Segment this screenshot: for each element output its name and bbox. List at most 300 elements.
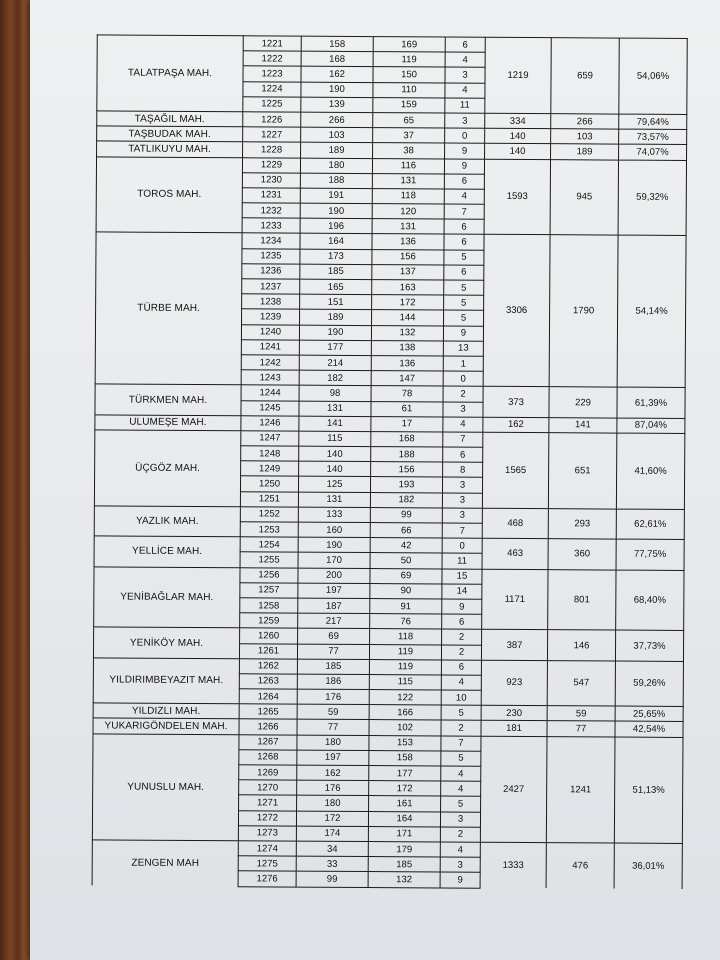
vote-count-b: 172 — [369, 781, 441, 797]
vote-count-c: 7 — [444, 204, 484, 219]
vote-count-a: 168 — [301, 51, 373, 67]
neighborhood-name: YENİKÖY MAH. — [93, 627, 239, 658]
neighborhood-total: 1219 — [485, 37, 551, 113]
vote-count-a: 162 — [301, 67, 373, 83]
ballot-box-row — [92, 840, 682, 859]
vote-count-c: 5 — [441, 751, 481, 766]
neighborhood-count: 547 — [547, 660, 615, 706]
vote-count-a: 160 — [298, 522, 370, 538]
neighborhood-count: 801 — [548, 569, 616, 630]
ballot-box-number: 1264 — [239, 689, 297, 705]
neighborhood-total: 334 — [485, 113, 551, 129]
vote-count-b: 78 — [371, 386, 443, 402]
neighborhood-name: TATLIKUYU MAH. — [97, 141, 243, 157]
vote-count-a: 115 — [299, 431, 371, 447]
vote-count-a: 180 — [297, 795, 369, 811]
vote-count-a: 99 — [296, 871, 368, 887]
vote-count-b: 110 — [373, 82, 445, 98]
neighborhood-count: 103 — [551, 129, 619, 145]
vote-count-c: 4 — [445, 52, 485, 67]
neighborhood-percentage: 61,39% — [617, 387, 685, 418]
neighborhood-name: YAZLIK MAH. — [94, 506, 240, 537]
vote-count-c: 9 — [442, 599, 482, 614]
vote-count-c: 2 — [441, 644, 481, 659]
vote-count-a: 197 — [297, 750, 369, 766]
ballot-box-number: 1243 — [241, 370, 299, 386]
vote-count-a: 176 — [297, 780, 369, 796]
ballot-box-number: 1229 — [242, 157, 300, 173]
neighborhood-total: 387 — [481, 630, 547, 661]
vote-count-c: 15 — [442, 569, 482, 584]
ballot-box-number: 1248 — [241, 446, 299, 462]
ballot-box-number: 1276 — [238, 871, 296, 887]
neighborhood-total: 140 — [485, 128, 551, 144]
ballot-box-number: 1261 — [239, 643, 297, 659]
vote-count-b: 171 — [368, 826, 440, 842]
vote-count-b: 50 — [370, 553, 442, 569]
ballot-box-number: 1271 — [239, 795, 297, 811]
vote-count-c: 5 — [444, 310, 484, 325]
vote-count-c: 7 — [443, 432, 483, 447]
ballot-box-row — [93, 733, 683, 752]
neighborhood-name: YILDIRIMBEYAZIT MAH. — [93, 658, 239, 704]
vote-count-c: 5 — [444, 295, 484, 310]
ballot-box-number: 1227 — [243, 127, 301, 143]
vote-count-c: 13 — [443, 341, 483, 356]
neighborhood-percentage: 68,40% — [616, 570, 684, 631]
neighborhood-total: 1333 — [480, 842, 546, 888]
neighborhood-count: 360 — [548, 539, 616, 570]
ballot-box-number: 1259 — [240, 613, 298, 629]
printed-paper-sheet — [30, 0, 720, 960]
vote-count-b: 99 — [370, 507, 442, 523]
vote-count-c: 4 — [443, 417, 483, 432]
neighborhood-name: YELLİCE MAH. — [94, 536, 240, 567]
neighborhood-name: YUKARIGÖNDELEN MAH. — [93, 718, 239, 734]
ballot-box-number: 1258 — [240, 598, 298, 614]
vote-count-c: 4 — [441, 766, 481, 781]
vote-count-c: 4 — [444, 189, 484, 204]
ballot-box-number: 1266 — [239, 719, 297, 735]
vote-count-a: 185 — [300, 264, 372, 280]
neighborhood-name: TAŞBUDAK MAH. — [97, 126, 243, 142]
ballot-box-number: 1253 — [240, 522, 298, 538]
ballot-box-number: 1257 — [240, 583, 298, 599]
ballot-box-row — [94, 566, 684, 585]
vote-count-c: 6 — [444, 265, 484, 280]
neighborhood-name: YENİBAĞLAR MAH. — [94, 566, 240, 628]
vote-count-c: 3 — [440, 812, 480, 827]
ballot-box-number: 1255 — [240, 552, 298, 568]
vote-count-b: 120 — [372, 204, 444, 220]
vote-count-a: 186 — [297, 674, 369, 690]
neighborhood-percentage: 51,13% — [614, 737, 683, 844]
vote-count-c: 3 — [443, 402, 483, 417]
neighborhood-count: 945 — [550, 159, 618, 235]
ballot-box-number: 1273 — [238, 826, 296, 842]
vote-count-a: 158 — [301, 36, 373, 52]
vote-count-b: 147 — [371, 371, 443, 387]
vote-count-a: 131 — [298, 492, 370, 508]
vote-count-b: 119 — [369, 644, 441, 660]
ballot-box-number: 1269 — [239, 765, 297, 781]
ballot-box-row — [96, 232, 686, 251]
vote-count-c: 5 — [441, 796, 481, 811]
vote-count-a: 214 — [299, 355, 371, 371]
vote-count-b: 179 — [368, 841, 440, 857]
ballot-box-number: 1249 — [241, 461, 299, 477]
ballot-box-number: 1233 — [242, 218, 300, 234]
vote-count-c: 2 — [441, 720, 481, 735]
ballot-box-number: 1250 — [240, 476, 298, 492]
ballot-box-number: 1234 — [242, 233, 300, 249]
vote-count-b: 132 — [371, 325, 443, 341]
vote-count-b: 161 — [369, 796, 441, 812]
neighborhood-total: 3306 — [483, 235, 550, 387]
vote-count-a: 266 — [301, 112, 373, 128]
election-results-table — [92, 34, 688, 889]
ballot-box-number: 1221 — [243, 36, 301, 52]
neighborhood-count: 293 — [548, 508, 616, 539]
vote-count-a: 180 — [300, 158, 372, 174]
vote-count-a: 190 — [299, 325, 371, 341]
vote-count-a: 200 — [298, 568, 370, 584]
neighborhood-total: 923 — [481, 660, 547, 706]
ballot-box-number: 1252 — [240, 507, 298, 523]
sheet-content — [30, 0, 720, 960]
vote-count-c: 2 — [443, 386, 483, 401]
vote-count-b: 122 — [369, 690, 441, 706]
neighborhood-count: 77 — [547, 721, 615, 737]
vote-count-a: 77 — [297, 644, 369, 660]
neighborhood-total: 162 — [483, 417, 549, 433]
ballot-box-number: 1275 — [238, 856, 296, 872]
ballot-box-number: 1231 — [242, 188, 300, 204]
vote-count-c: 6 — [444, 234, 484, 249]
neighborhood-name: ZENGEN MAH — [92, 840, 238, 886]
vote-count-b: 116 — [372, 158, 444, 174]
vote-count-a: 140 — [299, 446, 371, 462]
neighborhood-percentage: 54,14% — [617, 236, 686, 388]
ballot-box-row — [94, 536, 684, 555]
vote-count-a: 189 — [301, 142, 373, 158]
ballot-box-number: 1241 — [241, 340, 299, 356]
ballot-box-number: 1238 — [242, 294, 300, 310]
ballot-box-number: 1260 — [240, 628, 298, 644]
vote-count-c: 4 — [440, 842, 480, 857]
vote-count-b: 42 — [370, 538, 442, 554]
vote-count-c: 0 — [445, 128, 485, 143]
neighborhood-name: TALATPAŞA MAH. — [97, 35, 243, 112]
neighborhood-percentage: 41,60% — [616, 433, 684, 509]
vote-count-b: 37 — [373, 128, 445, 144]
vote-count-a: 131 — [299, 401, 371, 417]
vote-count-a: 59 — [297, 704, 369, 720]
vote-count-c: 3 — [442, 493, 482, 508]
vote-count-b: 138 — [371, 340, 443, 356]
vote-count-b: 115 — [369, 674, 441, 690]
neighborhood-count: 141 — [549, 417, 617, 433]
vote-count-c: 5 — [441, 705, 481, 720]
ballot-box-number: 1222 — [243, 51, 301, 67]
ballot-box-number: 1237 — [242, 279, 300, 295]
ballot-box-number: 1236 — [242, 264, 300, 280]
vote-count-a: 190 — [298, 537, 370, 553]
vote-count-a: 77 — [297, 720, 369, 736]
neighborhood-percentage: 37,73% — [615, 630, 683, 661]
vote-count-a: 164 — [300, 234, 372, 250]
vote-count-a: 133 — [298, 507, 370, 523]
ballot-box-row — [94, 627, 684, 646]
vote-count-a: 98 — [299, 385, 371, 401]
neighborhood-percentage: 59,32% — [618, 160, 686, 236]
vote-count-b: 137 — [372, 264, 444, 280]
ballot-box-number: 1274 — [238, 841, 296, 857]
neighborhood-percentage: 77,75% — [616, 539, 684, 570]
neighborhood-total: 1593 — [484, 159, 550, 235]
neighborhood-percentage: 62,61% — [616, 509, 684, 540]
neighborhood-percentage: 36,01% — [614, 843, 682, 889]
vote-count-a: 139 — [301, 97, 373, 113]
vote-count-b: 136 — [371, 355, 443, 371]
neighborhood-percentage: 74,07% — [619, 144, 687, 160]
ballot-box-number: 1263 — [239, 674, 297, 690]
neighborhood-percentage: 54,06% — [619, 38, 687, 114]
vote-count-a: 180 — [297, 735, 369, 751]
vote-count-b: 38 — [373, 143, 445, 159]
neighborhood-count: 659 — [551, 38, 619, 114]
vote-count-c: 5 — [444, 280, 484, 295]
vote-count-c: 5 — [444, 250, 484, 265]
vote-count-c: 0 — [443, 371, 483, 386]
vote-count-b: 17 — [371, 416, 443, 432]
vote-count-b: 156 — [372, 249, 444, 265]
neighborhood-name: ULUMEŞE MAH. — [95, 415, 241, 431]
neighborhood-total: 463 — [482, 538, 548, 569]
vote-count-a: 172 — [296, 811, 368, 827]
neighborhood-total: 2427 — [480, 736, 547, 843]
vote-count-b: 182 — [370, 492, 442, 508]
ballot-box-number: 1226 — [243, 112, 301, 128]
vote-count-a: 189 — [300, 309, 372, 325]
vote-count-b: 163 — [372, 280, 444, 296]
ballot-box-number: 1223 — [243, 66, 301, 82]
vote-count-b: 102 — [369, 720, 441, 736]
vote-count-a: 162 — [297, 765, 369, 781]
vote-count-a: 34 — [296, 841, 368, 857]
ballot-box-number: 1247 — [241, 431, 299, 447]
vote-count-b: 65 — [373, 113, 445, 129]
neighborhood-name: TÜRKMEN MAH. — [95, 384, 241, 415]
ballot-box-number: 1240 — [241, 324, 299, 340]
vote-count-c: 14 — [442, 584, 482, 599]
vote-count-b: 166 — [369, 705, 441, 721]
vote-count-a: 197 — [298, 583, 370, 599]
vote-count-a: 165 — [300, 279, 372, 295]
vote-count-a: 177 — [299, 340, 371, 356]
vote-count-a: 191 — [300, 188, 372, 204]
neighborhood-name: ÜÇGÖZ MAH. — [94, 430, 240, 507]
vote-count-b: 159 — [373, 97, 445, 113]
vote-count-b: 168 — [371, 431, 443, 447]
vote-count-b: 169 — [373, 37, 445, 53]
vote-count-c: 8 — [443, 462, 483, 477]
ballot-box-number: 1245 — [241, 400, 299, 416]
neighborhood-percentage: 42,54% — [615, 721, 683, 737]
ballot-box-number: 1267 — [239, 734, 297, 750]
vote-count-b: 61 — [371, 401, 443, 417]
vote-count-b: 164 — [368, 811, 440, 827]
vote-count-c: 9 — [444, 159, 484, 174]
vote-count-b: 131 — [372, 219, 444, 235]
ballot-box-number: 1251 — [240, 491, 298, 507]
neighborhood-percentage: 25,65% — [615, 706, 683, 722]
ballot-box-number: 1265 — [239, 704, 297, 720]
vote-count-a: 125 — [298, 477, 370, 493]
ballot-box-number: 1235 — [242, 248, 300, 264]
vote-count-b: 136 — [372, 234, 444, 250]
ballot-box-row — [95, 384, 685, 403]
neighborhood-count: 146 — [547, 630, 615, 661]
vote-count-c: 6 — [445, 37, 485, 52]
vote-count-b: 118 — [372, 188, 444, 204]
vote-count-a: 176 — [297, 689, 369, 705]
neighborhood-name: YUNUSLU MAH. — [92, 733, 239, 840]
ballot-box-number: 1254 — [240, 537, 298, 553]
vote-count-c: 6 — [444, 174, 484, 189]
vote-count-c: 9 — [443, 326, 483, 341]
neighborhood-count: 476 — [546, 843, 614, 889]
neighborhood-name: TAŞAĞIL MAH. — [97, 111, 243, 127]
vote-count-b: 193 — [370, 477, 442, 493]
vote-count-a: 182 — [299, 370, 371, 386]
vote-count-b: 158 — [369, 750, 441, 766]
vote-count-c: 11 — [445, 98, 485, 113]
neighborhood-percentage: 59,26% — [615, 661, 683, 707]
vote-count-b: 76 — [370, 614, 442, 630]
neighborhood-count: 651 — [548, 433, 616, 509]
vote-count-c: 10 — [441, 690, 481, 705]
vote-count-b: 119 — [369, 659, 441, 675]
vote-count-b: 118 — [370, 629, 442, 645]
ballot-box-row — [95, 430, 685, 449]
vote-count-b: 90 — [370, 583, 442, 599]
ballot-box-row — [94, 506, 684, 525]
vote-count-c: 4 — [441, 675, 481, 690]
neighborhood-count: 266 — [551, 114, 619, 130]
ballot-box-number: 1225 — [243, 97, 301, 113]
vote-count-c: 0 — [442, 538, 482, 553]
vote-count-c: 4 — [445, 83, 485, 98]
vote-count-a: 190 — [301, 82, 373, 98]
vote-count-b: 185 — [368, 857, 440, 873]
vote-count-c: 3 — [445, 113, 485, 128]
ballot-box-number: 1262 — [239, 658, 297, 674]
ballot-box-number: 1242 — [241, 355, 299, 371]
vote-count-b: 172 — [372, 295, 444, 311]
ballot-box-row — [93, 658, 683, 677]
vote-count-c: 6 — [443, 447, 483, 462]
vote-count-c: 6 — [441, 660, 481, 675]
vote-count-a: 190 — [300, 203, 372, 219]
vote-count-b: 69 — [370, 568, 442, 584]
ballot-box-row — [96, 156, 686, 175]
vote-count-a: 33 — [296, 856, 368, 872]
vote-count-a: 103 — [301, 127, 373, 143]
vote-count-c: 2 — [442, 629, 482, 644]
ballot-box-number: 1232 — [242, 203, 300, 219]
vote-count-c: 3 — [440, 857, 480, 872]
neighborhood-total: 468 — [482, 508, 548, 539]
ballot-box-number: 1268 — [239, 750, 297, 766]
neighborhood-total: 1171 — [482, 569, 548, 630]
ballot-box-row — [97, 35, 687, 54]
vote-count-b: 150 — [373, 67, 445, 83]
ballot-box-number: 1246 — [241, 415, 299, 431]
neighborhood-name: TÜRBE MAH. — [95, 232, 242, 385]
vote-count-a: 188 — [300, 173, 372, 189]
vote-count-c: 9 — [445, 143, 485, 158]
vote-count-b: 119 — [373, 52, 445, 68]
vote-count-b: 132 — [368, 872, 440, 888]
vote-count-b: 66 — [370, 523, 442, 539]
vote-count-b: 144 — [372, 310, 444, 326]
neighborhood-count: 1241 — [546, 736, 615, 843]
neighborhood-count: 59 — [547, 706, 615, 722]
vote-count-c: 2 — [440, 827, 480, 842]
neighborhood-count: 229 — [549, 387, 617, 418]
vote-count-c: 1 — [443, 356, 483, 371]
vote-count-a: 151 — [300, 294, 372, 310]
vote-count-c: 11 — [442, 553, 482, 568]
ballot-box-number: 1256 — [240, 567, 298, 583]
vote-count-c: 4 — [441, 781, 481, 796]
neighborhood-total: 230 — [481, 705, 547, 721]
vote-count-c: 3 — [442, 477, 482, 492]
neighborhood-total: 373 — [483, 387, 549, 418]
vote-count-c: 7 — [441, 736, 481, 751]
vote-count-c: 6 — [444, 219, 484, 234]
ballot-box-number: 1230 — [242, 172, 300, 188]
vote-count-c: 9 — [440, 872, 480, 887]
vote-count-b: 131 — [372, 173, 444, 189]
vote-count-a: 141 — [299, 416, 371, 432]
vote-count-b: 177 — [369, 766, 441, 782]
vote-count-a: 196 — [300, 218, 372, 234]
vote-count-a: 174 — [296, 826, 368, 842]
neighborhood-percentage: 87,04% — [617, 418, 685, 434]
ballot-box-number: 1270 — [239, 780, 297, 796]
vote-count-a: 170 — [298, 552, 370, 568]
ballot-box-number: 1224 — [243, 81, 301, 97]
ballot-box-number: 1239 — [242, 309, 300, 325]
vote-count-c: 3 — [445, 67, 485, 82]
vote-count-a: 187 — [298, 598, 370, 614]
vote-count-c: 6 — [442, 614, 482, 629]
table-body — [92, 35, 687, 889]
vote-count-c: 3 — [442, 508, 482, 523]
vote-count-a: 217 — [298, 613, 370, 629]
neighborhood-total: 1565 — [482, 432, 548, 508]
neighborhood-percentage: 79,64% — [619, 114, 687, 130]
vote-count-a: 185 — [297, 659, 369, 675]
ballot-box-number: 1272 — [238, 810, 296, 826]
vote-count-b: 153 — [369, 735, 441, 751]
ballot-box-number: 1228 — [243, 142, 301, 158]
neighborhood-name: TOROS MAH. — [96, 156, 242, 233]
vote-count-b: 156 — [371, 462, 443, 478]
vote-count-b: 91 — [370, 598, 442, 614]
